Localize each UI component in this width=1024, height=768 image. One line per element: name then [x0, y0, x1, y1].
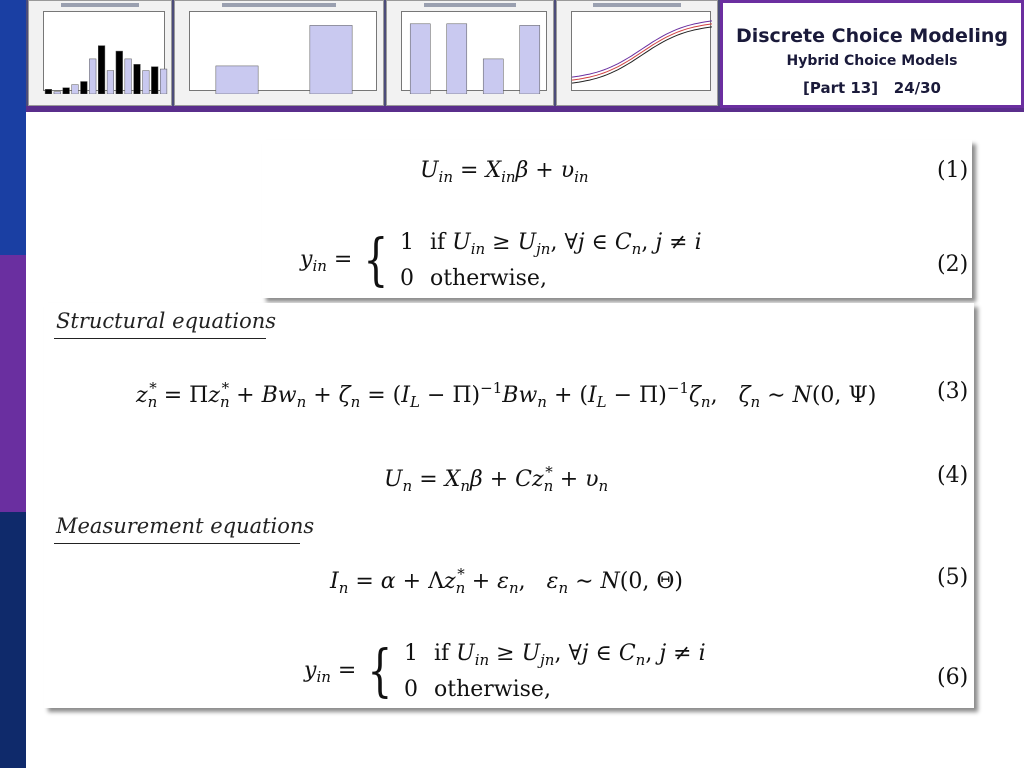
sidebar-block-blue: [0, 0, 26, 255]
thumbnail-bar: [72, 85, 79, 94]
equation-2: $y_{in}$ = { 1 if $U_{in} \ge U_{jn}$, ∀j ∈ $C_n$, j ≠ i 0 otherwise,: [300, 228, 702, 293]
equation-number-3: (3): [937, 379, 969, 404]
thumbnail-title: [29, 3, 171, 9]
thumbnail-histogram: [28, 0, 172, 106]
page-counter: 24/30: [893, 79, 941, 97]
measurement-equations-heading: Measurement equations: [56, 514, 315, 538]
slide-part-number: [723, 79, 1021, 97]
left-sidebar: [0, 0, 26, 768]
equation-4: $U_n = X_n\beta + Cz_n^* + \upsilon_n$: [384, 463, 609, 495]
thumbnail-line: [572, 24, 712, 80]
thumbnail-bar: [143, 71, 150, 94]
thumbnail-plot: [189, 11, 377, 91]
thumbnail-bar: [98, 46, 105, 94]
thumbnail-bar: [81, 82, 88, 94]
thumbnail-bar: [520, 25, 540, 94]
equation-6: $y_{in}$ = { 1 if $U_{in} \ge U_{jn}$, ∀j ∈ $C_n$, j ≠ i 0 otherwise,: [304, 639, 706, 704]
thumbnail-bar-chart-3: [386, 0, 554, 106]
thumbnail-bar: [447, 24, 467, 94]
equation-1: $U_{in} = X_{in}\beta + \upsilon_{in}$: [420, 158, 589, 186]
thumbnail-bar: [151, 67, 158, 94]
thumbnail-bar: [63, 88, 70, 94]
bar-chart-2: [190, 12, 378, 94]
thumbnail-line: [572, 21, 712, 77]
thumbnail-bar: [125, 59, 132, 94]
thumbnail-title: [387, 3, 553, 9]
slide-subtitle: Hybrid Choice Models: [786, 53, 958, 69]
slide-title: Discrete Choice Modeling: [735, 25, 1009, 47]
thumbnail-bar: [89, 59, 96, 94]
thumbnail-bar: [45, 89, 52, 94]
equation-number-5: (5): [937, 565, 969, 590]
heading-underline: [54, 543, 300, 544]
equation-number-4: (4): [937, 463, 969, 488]
thumbnail-line-chart: [556, 0, 718, 106]
sidebar-block-navy: [0, 512, 26, 768]
thumbnail-title: [557, 3, 717, 9]
line-chart: [572, 12, 712, 94]
thumbnail-plot: [401, 11, 547, 91]
equation-number-1: (1): [937, 158, 969, 183]
thumbnail-bar: [410, 24, 430, 94]
thumbnail-plot: [571, 11, 711, 91]
equation-number-6: (6): [937, 665, 969, 690]
thumbnail-bar: [160, 69, 167, 94]
thumbnail-title: [175, 3, 383, 9]
thumbnail-plot: [43, 11, 165, 91]
sidebar-block-purple: [0, 255, 26, 512]
thumbnail-bar: [54, 92, 61, 94]
equation-number-2: (2): [937, 252, 969, 277]
structural-equations-heading: Structural equations: [56, 309, 277, 333]
thumbnail-bar: [107, 71, 114, 94]
thumbnail-bar-chart-2: [174, 0, 384, 106]
bar-chart-3: [402, 12, 548, 94]
slide-title-box: [720, 0, 1024, 108]
equation-5: $I_n = \alpha + \Lambda z_n^* + \varepsilon_n$, $\varepsilon_n$ ∼ N(0, Θ): [330, 565, 683, 597]
thumbnail-bar: [310, 25, 352, 94]
equation-panel-top: [262, 140, 972, 298]
equation-3: $z_n^* = \Pi z_n^* + Bw_n + \zeta_n = (I_L - \Pi)^{-1}Bw_n + (I_L - \Pi)^{-1}\zeta_n$, $\zeta_n$ ∼ N(0, Ψ): [136, 379, 877, 411]
heading-underline: [54, 338, 266, 339]
thumbnail-bar: [216, 66, 258, 94]
part-label: [Part 13]: [803, 79, 879, 97]
thumbnail-bar: [483, 59, 503, 94]
histogram-chart: [44, 12, 168, 94]
thumbnail-bar: [134, 64, 141, 94]
equation-panel-main: [44, 303, 974, 708]
thumbnail-line: [572, 27, 712, 83]
thumbnail-bar: [116, 51, 123, 94]
